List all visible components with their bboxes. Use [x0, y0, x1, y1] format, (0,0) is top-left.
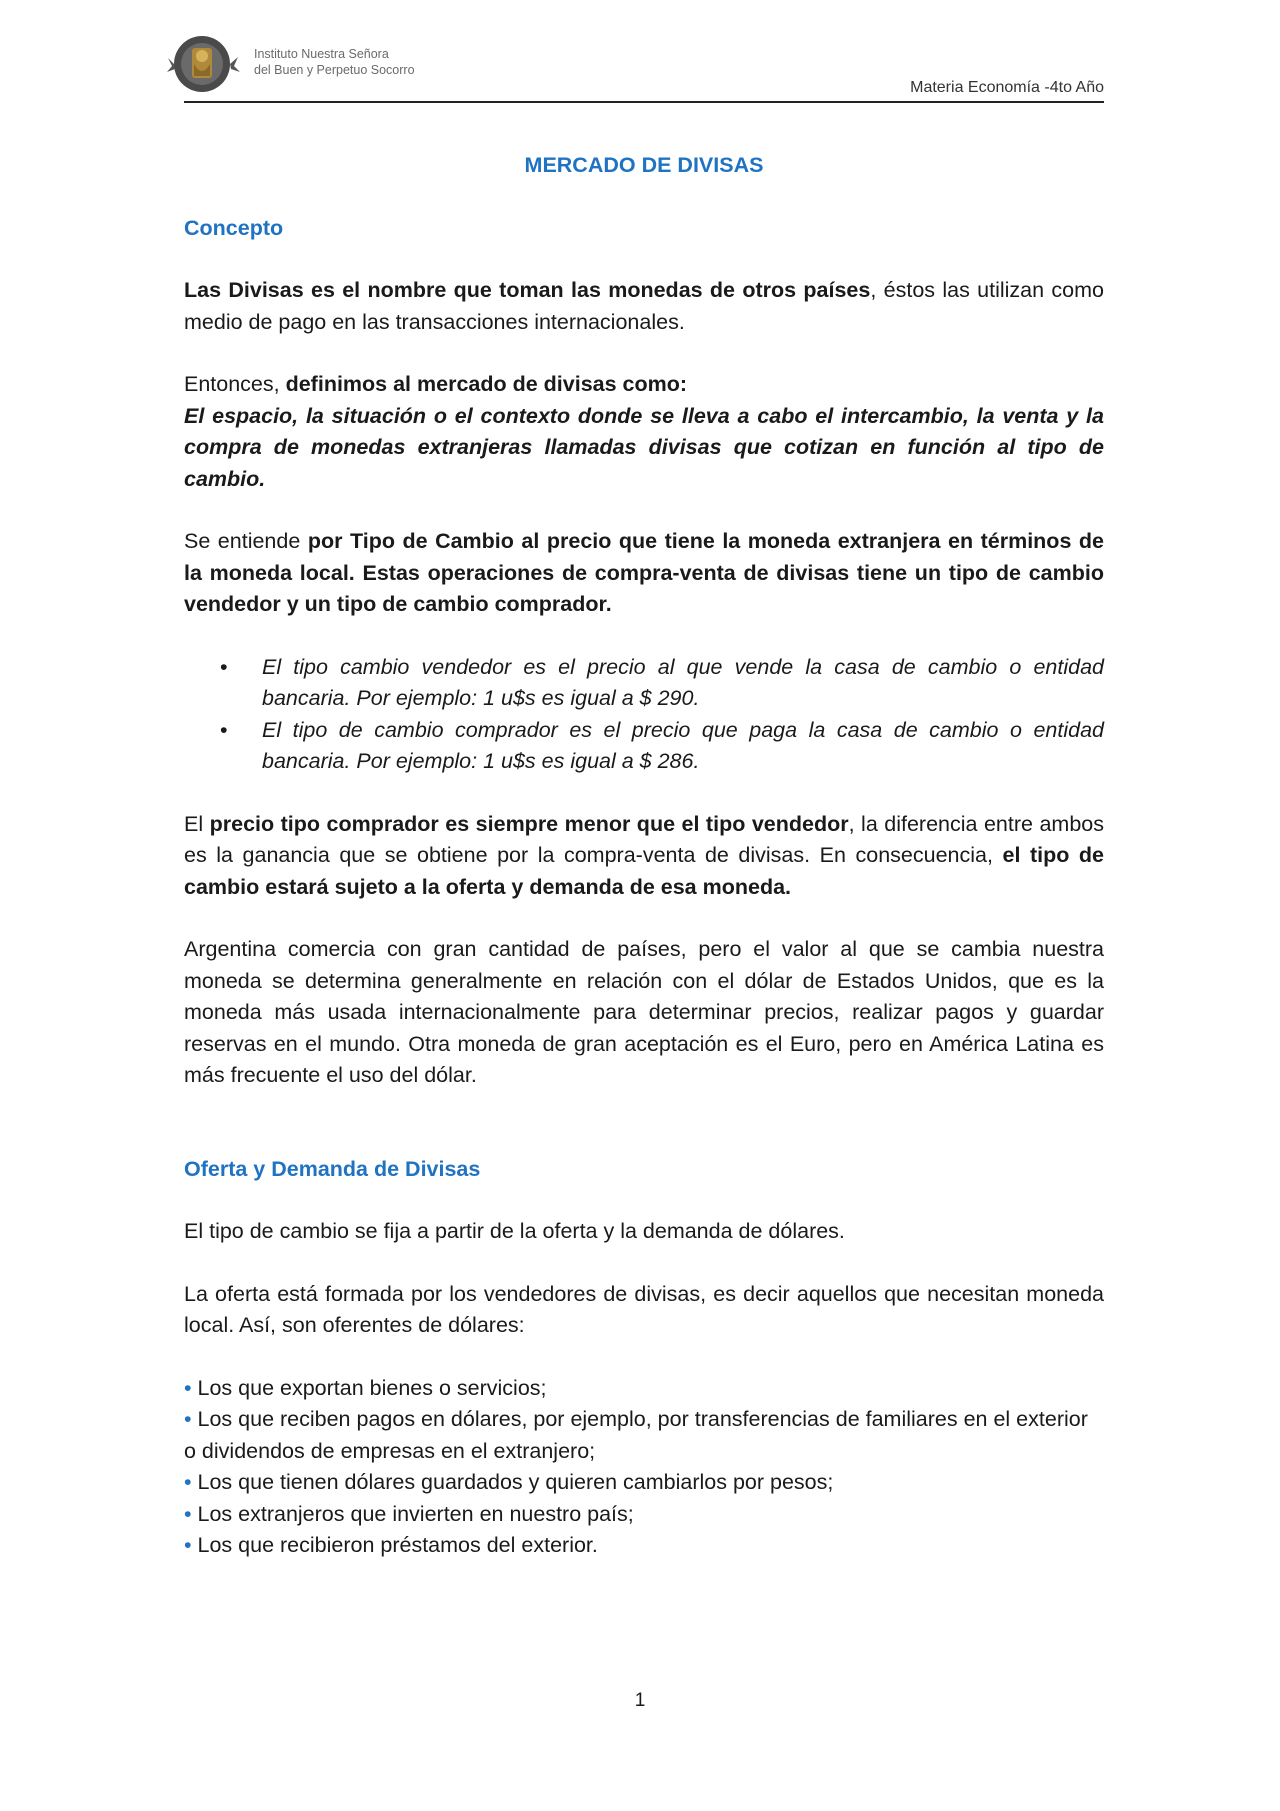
text-regular: Entonces,	[184, 372, 286, 396]
list-item-text: Los que reciben pagos en dólares, por ejemplo, por transferencias de familiares en el exterior o dividendos de empresas en el extranjero;	[184, 1407, 1088, 1463]
page-header	[184, 30, 1104, 104]
list-item	[184, 1530, 1104, 1562]
text-bold: definimos al mercado de divisas como:	[285, 372, 688, 396]
list-item	[220, 715, 1104, 778]
exchange-rate-list	[184, 652, 1104, 778]
list-item	[184, 1373, 1104, 1405]
text-bold: Las Divisas es el nombre que toman las monedas de otros países	[184, 278, 871, 302]
bullet-icon: •	[184, 1501, 192, 1526]
text-bold: por Tipo de Cambio al precio que tiene la moneda extranjera en términos de la moneda local. Estas operaciones de compra-venta de divisas tiene un tipo de cambio vendedor y un tipo de cambio comprador.	[184, 529, 1104, 616]
list-item	[184, 1404, 1104, 1467]
bullet-icon: •	[184, 1407, 192, 1431]
header-divider	[184, 101, 1104, 103]
section-heading-oferta-demanda: Oferta y Demanda de Divisas	[184, 1156, 481, 1181]
list-item-text: El tipo de cambio comprador es el precio que paga la casa de cambio o entidad bancaria. Por ejemplo: 1 u$s es igual a $ 286.	[262, 717, 1104, 773]
school-crest-logo	[166, 32, 244, 96]
bullet-icon: •	[184, 1533, 192, 1557]
text-regular: Se entiende	[184, 529, 308, 553]
subject-label: Materia Economía -4to Año	[910, 79, 1104, 96]
paragraph-tipo-de-cambio	[184, 526, 1104, 621]
paragraph-argentina: Argentina comercia con gran cantidad de países, pero el valor al que se cambia nuestra moneda se determina generalmente en relación con el dólar de Estados Unidos, que es la moneda más usada internacionalmente para determinar precios, realizar pagos y guardar reservas en el mundo. Otra moneda de gran aceptación es el Euro, pero en América Latina es más frecuente el uso del dólar.	[184, 937, 1104, 1087]
text-regular: El	[184, 811, 210, 836]
list-item	[220, 652, 1104, 715]
paragraph-comprador-vendedor	[184, 809, 1104, 904]
list-item-text: Los que exportan bienes o servicios;	[197, 1375, 547, 1400]
institution-name-line-2: del Buen y Perpetuo Socorro	[254, 63, 415, 77]
institution-name	[254, 46, 415, 78]
list-item-text: Los que tienen dólares guardados y quieren cambiarlos por pesos;	[197, 1470, 834, 1494]
paragraph-tipo-de-cambio-fija: El tipo de cambio se fija a partir de la oferta y la demanda de dólares.	[184, 1219, 845, 1243]
list-item	[184, 1467, 1104, 1499]
text-bold: precio tipo comprador es siempre menor que el tipo vendedor	[209, 811, 849, 836]
bullet-icon: •	[220, 654, 228, 679]
paragraph-oferta: La oferta está formada por los vendedores de divisas, es decir aquellos que necesitan moneda local. Así, son oferentes de dólares:	[184, 1281, 1104, 1337]
bullet-icon: •	[184, 1470, 192, 1494]
document-title: MERCADO DE DIVISAS	[524, 153, 764, 177]
paragraph-mercado-quote: El espacio, la situación o el contexto donde se lleva a cabo el intercambio, la venta y la compra de monedas extranjeras llamadas divisas que cotizan en función al tipo de cambio.	[184, 403, 1104, 491]
section-heading-concepto: Concepto	[184, 215, 284, 240]
text-regular: , la diferencia entre ambos es la ganancia que se obtiene por la compra-venta de divisas. En consecuencia,	[184, 811, 1104, 867]
list-item-text: Los extranjeros que invierten en nuestro país;	[197, 1501, 634, 1526]
bullet-icon: •	[184, 1375, 192, 1400]
page-number: 1	[634, 1690, 646, 1711]
oferentes-list	[184, 1373, 1104, 1562]
paragraph-divisas-definition	[184, 275, 1104, 338]
paragraph-mercado-definition	[184, 369, 1104, 401]
list-item	[184, 1499, 1104, 1531]
list-item-text: Los que recibieron préstamos del exterior.	[197, 1533, 598, 1557]
list-item-text: El tipo cambio vendedor es el precio al que vende la casa de cambio o entidad bancaria. Por ejemplo: 1 u$s es igual a $ 290.	[262, 654, 1104, 710]
document-body	[184, 150, 1104, 1562]
text-bold: el tipo de cambio estará sujeto a la oferta y demanda de esa moneda.	[184, 843, 1104, 899]
text-regular: , éstos las utilizan como medio de pago en las transacciones internacionales.	[184, 278, 1104, 334]
institution-name-line-1: Instituto Nuestra Señora	[254, 47, 389, 61]
bullet-icon: •	[220, 717, 228, 742]
